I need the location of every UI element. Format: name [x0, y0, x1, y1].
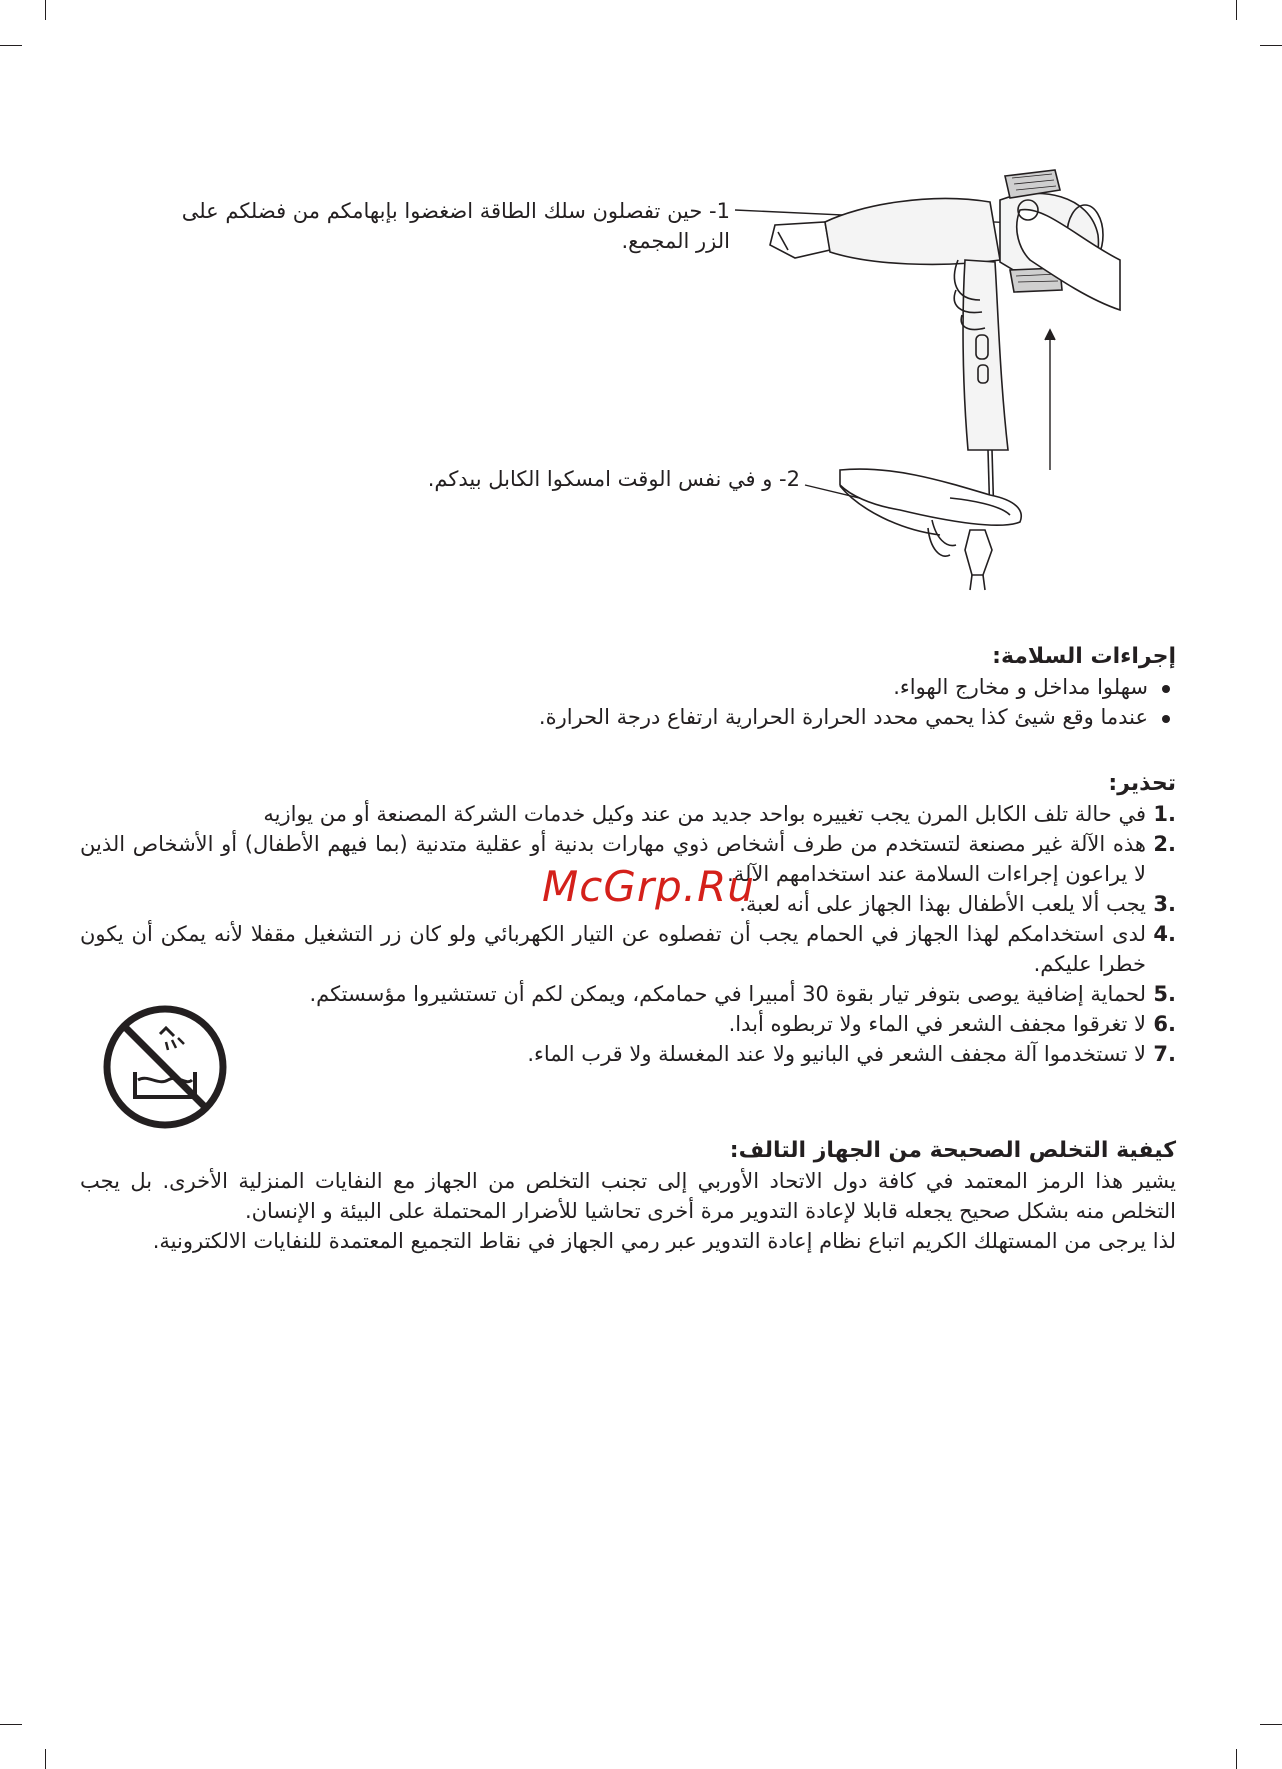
list-item: 3. يجب ألا يلعب الأطفال بهذا الجهاز على أنه لعبة. [739, 892, 1176, 916]
crop-mark [0, 45, 22, 46]
no-use-near-water-icon [100, 1002, 230, 1132]
hair-dryer-with-hands-icon [700, 150, 1130, 600]
crop-mark [1260, 45, 1282, 46]
crop-mark [1236, 0, 1237, 20]
crop-mark [45, 1749, 46, 1769]
crop-mark [45, 0, 46, 20]
disposal-paragraph-2: لذا يرجى من المستهلك الكريم اتباع نظام إعادة التدوير عبر رمي الجهاز في نقاط التجميع المعتمدة للنفايات الالكترونية. [152, 1229, 1176, 1253]
list-item: عندما وقع شيئ كذا يحمي محدد الحرارة الحرارية ارتفاع درجة الحرارة. [80, 702, 1176, 732]
watermark: McGrp.Ru [542, 862, 755, 911]
list-item: 6. لا تغرقوا مجفف الشعر في الماء ولا تربطوه أبدا. [728, 1012, 1176, 1036]
warning-list [80, 799, 1176, 1069]
safety-heading: إجراءات السلامة: [992, 644, 1176, 669]
list-item: سهلوا مداخل و مخارج الهواء. [80, 672, 1176, 702]
list-item: 5. لحماية إضافية يوصى بتوفر تيار بقوة 30 أمبيرا في حمامكم، ويمكن لكم أن تستشيروا مؤسستكم. [309, 982, 1176, 1006]
warning-heading: تحذير: [1108, 771, 1176, 796]
warning-section [80, 769, 1176, 1069]
list-item: 4. لدى استخدامكم لهذا الجهاز في الحمام يجب أن تفصلوه عن التيار الكهربائي ولو كان زر التشغيل مقفلا لأنه يمكن أن يكون خطرا عليكم. [80, 922, 1176, 976]
callout-2: 2- و في نفس الوقت امسكوا الكابل بيدكم. [427, 467, 800, 491]
crop-mark [1236, 1749, 1237, 1769]
callout-1: 1- حين تفصلون سلك الطاقة اضغضوا بإبهامكم من فضلكم على الزر المجمع. [181, 199, 730, 253]
list-item: 2. هذه الآلة غير مصنعة لتستخدم من طرف أشخاص ذوي مهارات بدنية أو عقلية متدنية (بما فيهم الأطفال) أو الأشخاص الذين لا يراعون إجراءات السلامة عند استخدامهم الآلة. [80, 832, 1176, 886]
disposal-section [80, 1136, 1176, 1256]
bullet-icon [1162, 715, 1170, 723]
safety-section [80, 642, 1176, 732]
list-item: 1. في حالة تلف الكابل المرن يجب تغييره بواحد جديد من عند وكيل خدمات الشركة المصنعة أو من يوازيه [263, 802, 1176, 826]
disposal-heading: كيفية التخلص الصحيحة من الجهاز التالف: [729, 1138, 1176, 1163]
disposal-paragraph-1: يشير هذا الرمز المعتمد في كافة دول الاتحاد الأوربي إلى تجنب التخلص من الجهاز مع النفايات المنزلية الأخرى. بل يجب التخلص منه بشكل صحيح يجعله قابلا لإعادة التدوير مرة أخرى تحاشيا للأضرار المحتملة على البيئة و الإنسان. [80, 1169, 1176, 1223]
bullet-icon [1162, 685, 1170, 693]
crop-mark [0, 1724, 22, 1725]
safety-list [80, 672, 1176, 732]
crop-mark [1260, 1724, 1282, 1725]
list-item: 7. لا تستخدموا آلة مجفف الشعر في البانيو ولا عند المغسلة ولا قرب الماء. [527, 1042, 1176, 1066]
